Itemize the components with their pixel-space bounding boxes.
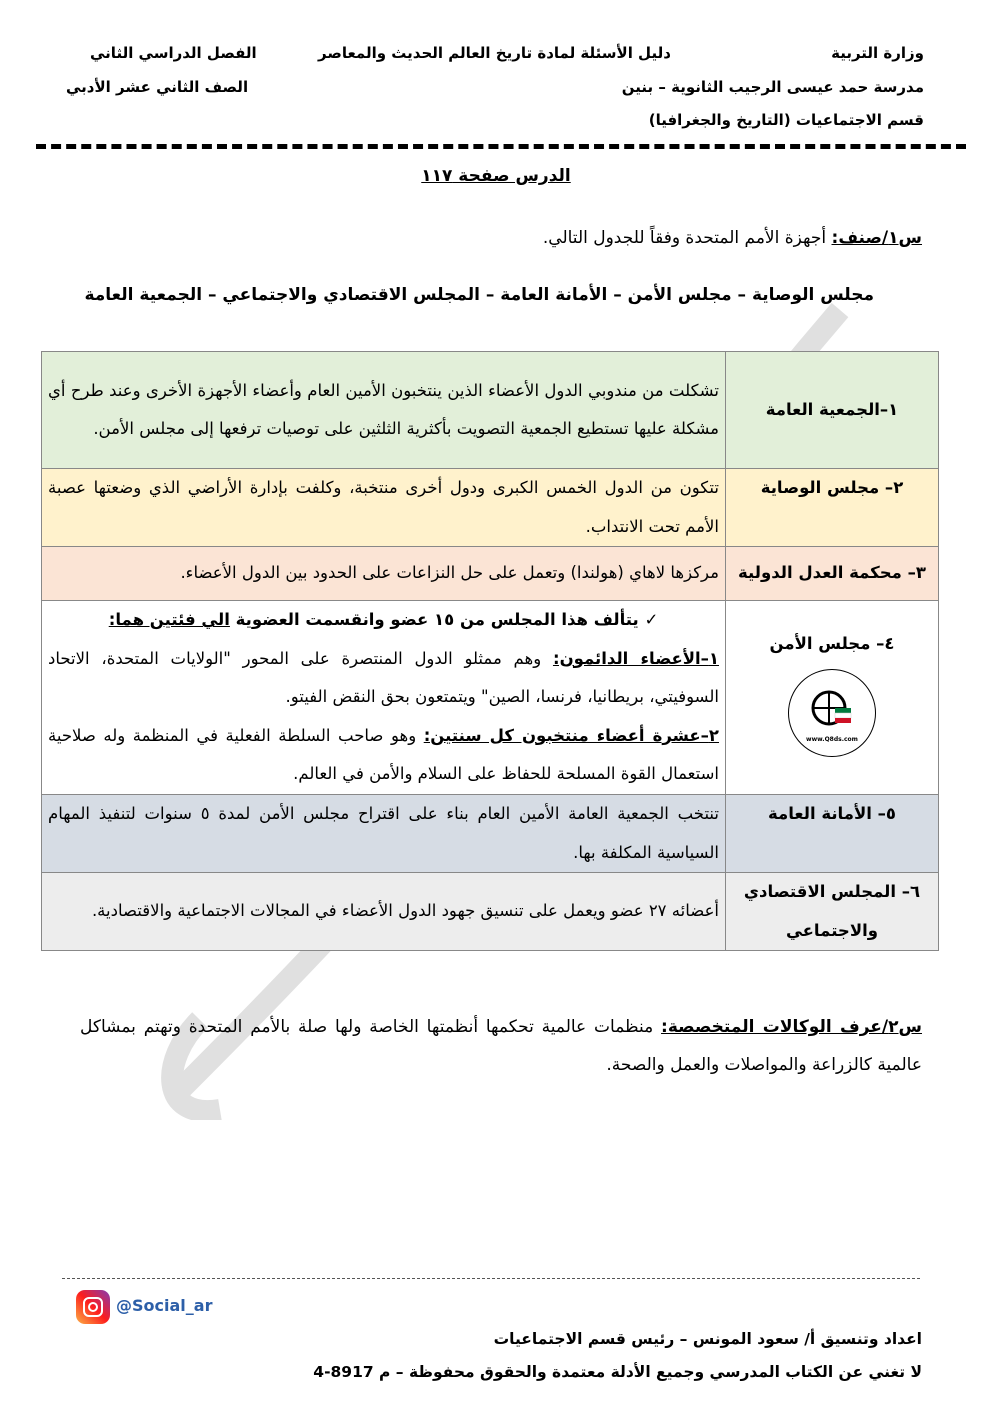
semester: الفصل الدراسي الثاني	[90, 44, 257, 62]
row-text: تشكلت من مندوبي الدول الأعضاء الذين ينتخبون الأمين العام وأعضاء الأجهزة الأخرى وعند طرح أي مشكلة عليها تستطيع الجمعية التصويت بأكثرية الثلثين على توصيات ترفعها إلى مجلس الأمن.	[42, 352, 726, 469]
department: قسم الاجتماعيات (التاريخ والجغرافيا)	[648, 111, 924, 129]
question-1-text: أجهزة الأمم المتحدة وفقاً للجدول التالي.	[542, 228, 832, 248]
row-text: أعضائه ٢٧ عضو ويعمل على تنسيق جهود الدول الأعضاء في المجالات الاجتماعية والاقتصادية.	[42, 873, 726, 951]
question-2-text: منظمات عالمية تحكمها أنظمتها الخاصة ولها صلة بالأمم المتحدة وتهتم بمشاكل عالمية كالزراعة والمواصلات والعمل والصحة.	[80, 1017, 922, 1075]
row-label: ٤– مجلس الأمن	[769, 633, 895, 653]
intro-underlined: الي فئتين هما:	[108, 610, 230, 630]
row-text: مركزها لاهاي (هولندا) وتعمل على حل النزاعات على الحدود بين الدول الأعضاء.	[42, 547, 726, 601]
copyright-notice: لا تغني عن الكتاب المدرسي وجميع الأدلة معتمدة والحقوق محفوظة – م 8917-4	[313, 1363, 922, 1381]
table-row	[42, 873, 939, 951]
table-row	[42, 601, 939, 795]
guide-title: دليل الأسئلة لمادة تاريخ العالم الحديث والمعاصر	[318, 44, 671, 62]
instagram-handle[interactable]: @Social_ar	[116, 1296, 213, 1315]
grade: الصف الثاني عشر الأدبي	[66, 78, 249, 96]
elected-members-label: ٢–عشرة أعضاء منتخبون كل سنتين:	[423, 725, 719, 745]
question-2-label: س٢/عرف الوكالات المتخصصة:	[661, 1017, 922, 1037]
prepared-by: اعداد وتنسيق أ/ سعود المونس – رئيس قسم الاجتماعيات	[493, 1330, 922, 1348]
row-text: تتكون من الدول الخمس الكبرى ودول أخرى منتخبة، وكلفت بإدارة الأراضي الذي وضعتها عصبة الأمم تحت الانتداب.	[42, 469, 726, 547]
un-organs-table	[41, 351, 939, 951]
row-label: ٢– مجلس الوصاية	[726, 469, 939, 547]
table-row	[42, 352, 939, 469]
footer-divider	[62, 1278, 920, 1279]
row-label: ٦– المجلس الاقتصادي والاجتماعي	[726, 873, 939, 951]
row-label-security-council	[726, 601, 939, 795]
instagram-icon	[76, 1290, 110, 1324]
school-name: مدرسة حمد عيسى الرجيب الثانوية – بنين	[621, 78, 924, 96]
table-row	[42, 469, 939, 547]
row-label: ٥– الأمانة العامة	[726, 795, 939, 873]
intro: ✓ يتألف هذا المجلس من ١٥ عضو وانقسمت العضوية	[229, 610, 659, 630]
ministry: وزارة التربية	[831, 44, 924, 62]
table-row	[42, 795, 939, 873]
permanent-members-text: وهم ممثلو الدول المنتصرة على المحور "الولايات المتحدة، الاتحاد السوفيتي، بريطانيا، فرنسا، الصين" ويتمتعون بحق النقض الفيتو.	[48, 648, 719, 707]
row-text: تنتخب الجمعية العامة الأمين العام بناء على اقتراح مجلس الأمن لمدة ٥ سنوات لتنفيذ المهام السياسية المكلفة بها.	[42, 795, 726, 873]
question-1-label: س١/صنف:	[831, 228, 922, 248]
organs-list: مجلس الوصاية – مجلس الأمن – الأمانة العامة – المجلس الاقتصادي والاجتماعي – الجمعية العامة	[84, 285, 874, 305]
site-logo	[788, 669, 876, 757]
row-label: ١–الجمعية العامة	[726, 352, 939, 469]
table-row	[42, 547, 939, 601]
permanent-members-label: ١–الأعضاء الدائمون:	[552, 648, 719, 668]
elected-members-text: وهو صاحب السلطة الفعلية في المنظمة وله صلاحية استعمال القوة المسلحة للحفاظ على السلام والأمن في العالم.	[48, 725, 719, 784]
row-text-security-council	[42, 601, 726, 795]
lesson-title: الدرس صفحة ١١٧	[421, 166, 571, 186]
header-divider	[36, 144, 966, 149]
logo-url: www.Q8ds.com	[806, 736, 858, 743]
question-2	[80, 1008, 922, 1084]
row-label: ٣– محكمة العدل الدولية	[726, 547, 939, 601]
question-1	[543, 228, 922, 248]
